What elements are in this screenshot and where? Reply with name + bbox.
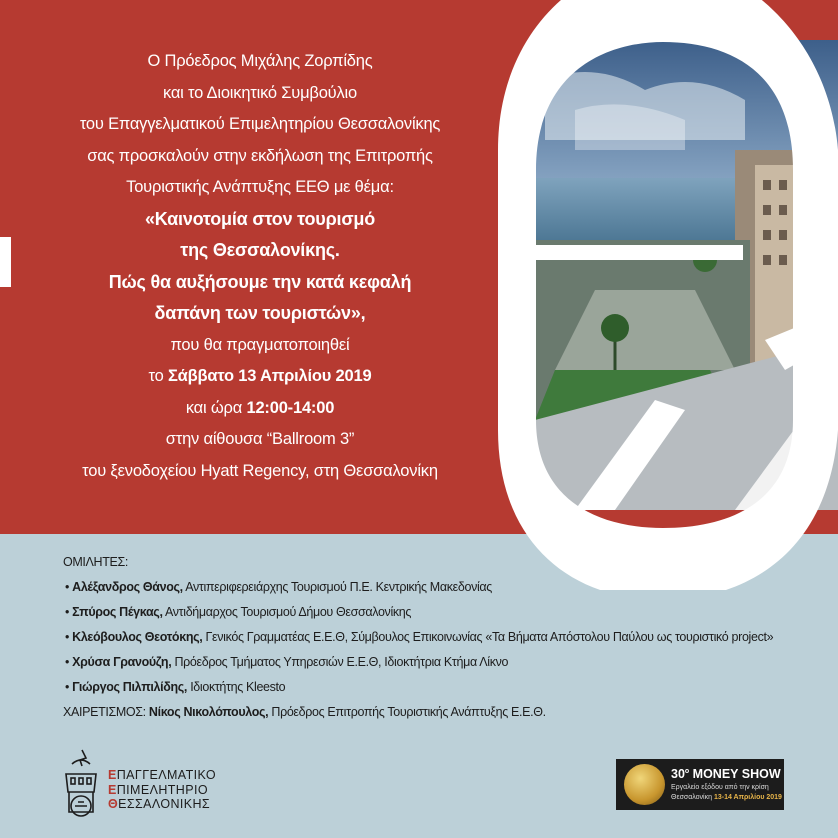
white-accent-tab: [0, 237, 11, 287]
greeting-label: ΧΑΙΡΕΤΙΣΜΟΣ:: [63, 705, 146, 719]
speaker-item: • Αλέξανδρος Θάνος, Αντιπεριφερειάρχης Τουρισμού Π.Ε. Κεντρικής Μακεδονίας: [65, 580, 492, 594]
chamber-name-line: [108, 797, 216, 812]
dates-value: 13-14 Απριλίου 2019: [713, 794, 782, 801]
dates-prefix: Θεσσαλονίκη: [671, 794, 712, 801]
venue-line: του ξενοδοχείου Hyatt Regency, στη Θεσσαλονίκη: [82, 461, 438, 480]
money-show-subtitle: Εργαλείο εξόδου από την κρίση: [671, 784, 769, 791]
speaker-role: Αντιδήμαρχος Τουρισμού Δήμου Θεσσαλονίκης: [165, 605, 412, 619]
greeting-line: [63, 700, 823, 725]
speaker-item: • Κλεόβουλος Θεοτόκης, Γενικός Γραμματέας Ε.Ε.Θ, Σύμβουλος Επικοινωνίας «Τα Βήματα Απόστολου Παύλου ως τουριστικό project»: [65, 630, 774, 644]
speaker-role: Ιδιοκτήτης Kleesto: [190, 680, 286, 694]
speaker-name: Κλεόβουλος Θεοτόκης,: [72, 630, 203, 644]
speaker-item: • Χρύσα Γρανούζη, Πρόεδρος Τμήματος Υπηρεσιών Ε.Ε.Θ, Ιδιοκτήτρια Κτήμα Λίκνο: [65, 655, 509, 669]
event-title: της Θεσσαλονίκης.: [180, 240, 340, 260]
invitation-line: του Επαγγελματικού Επιμελητηρίου Θεσσαλονίκης: [79, 115, 441, 133]
initial-letter: Θ: [108, 797, 119, 811]
time-prefix: και ώρα: [185, 398, 243, 417]
speakers-list: [63, 550, 823, 725]
money-show-dates: [671, 794, 782, 801]
initial-letter: Ε: [108, 768, 117, 782]
event-time: [50, 393, 470, 425]
venue-line: στην αίθουσα “Ballroom 3”: [165, 430, 355, 448]
edition-suffix: o: [684, 767, 690, 775]
theta-letter-icon: [488, 0, 838, 590]
greeting-name: Νίκος Νικολόπουλος,: [148, 705, 269, 719]
invitation-line: και το Διοικητικό Συμβούλιο: [162, 83, 358, 102]
event-title: «Καινοτομία στον τουρισμό: [144, 208, 376, 229]
ancient-coin-icon: [624, 764, 665, 805]
chamber-name: [108, 768, 216, 812]
invitation-line: Ο Πρόεδρος Μιχάλης Ζορπίδης: [147, 52, 373, 70]
name-rest: ΠΙΜΕΛΗΤΗΡΙΟ: [116, 782, 208, 797]
speaker-role: Γενικός Γραμματέας Ε.Ε.Θ, Σύμβουλος Επικοινωνίας «Τα Βήματα Απόστολου Παύλου ως τουριστικό project»: [205, 630, 774, 644]
speakers-header: ΟΜΙΛΗΤΕΣ:: [63, 555, 129, 569]
event-date: [50, 361, 470, 393]
name-rest: ΕΣΣΑΛΟΝΙΚΗΣ: [118, 797, 211, 811]
speaker-name: Αλέξανδρος Θάνος,: [72, 580, 183, 594]
name-rest: ΠΑΓΓΕΛΜΑΤΙΚΟ: [116, 768, 216, 782]
speaker-item: • Γιώργος Πιλπιλίδης, Ιδιοκτήτης Kleesto: [65, 680, 286, 694]
chamber-name-line: [108, 783, 216, 798]
edition-number: 30: [671, 767, 685, 781]
event-title: Πώς θα αυξήσουμε την κατά κεφαλή: [108, 271, 412, 292]
greeting-role: Πρόεδρος Επιτροπής Τουριστικής Ανάπτυξης Ε.Ε.Θ.: [271, 705, 546, 719]
speaker-role: Πρόεδρος Τμήματος Υπηρεσιών Ε.Ε.Θ, Ιδιοκτήτρια Κτήμα Λίκνο: [174, 655, 509, 669]
speaker-name: Χρύσα Γρανούζη,: [72, 655, 172, 669]
chamber-name-line: [108, 768, 216, 783]
speaker-name: Γιώργος Πιλπιλίδης,: [72, 680, 188, 694]
time-value: 12:00-14:00: [246, 398, 335, 417]
show-name: MONEY SHOW: [692, 767, 781, 781]
money-show-badge: [616, 759, 784, 810]
speaker-name: Σπύρος Πέγκας,: [72, 605, 163, 619]
invitation-line: Τουριστικής Ανάπτυξης ΕΕΘ με θέμα:: [126, 178, 394, 196]
chamber-emblem-icon: [60, 748, 102, 824]
speaker-role: Αντιπεριφερειάρχης Τουρισμού Π.Ε. Κεντρικής Μακεδονίας: [185, 580, 492, 594]
invitation-line: σας προσκαλούν στην εκδήλωση της Επιτροπής: [87, 146, 433, 165]
date-value: Σάββατο 13 Απριλίου 2019: [167, 367, 372, 385]
money-show-title: [671, 767, 781, 781]
chamber-logo: [60, 746, 260, 826]
invitation-line: που θα πραγματοποιηθεί: [170, 335, 350, 354]
invitation-text: [50, 46, 470, 487]
date-prefix: το: [148, 367, 164, 385]
initial-letter: Ε: [108, 782, 117, 797]
event-title: δαπάνη των τουριστών»,: [154, 303, 366, 323]
speaker-item: • Σπύρος Πέγκας, Αντιδήμαρχος Τουρισμού Δήμου Θεσσαλονίκης: [65, 605, 412, 619]
